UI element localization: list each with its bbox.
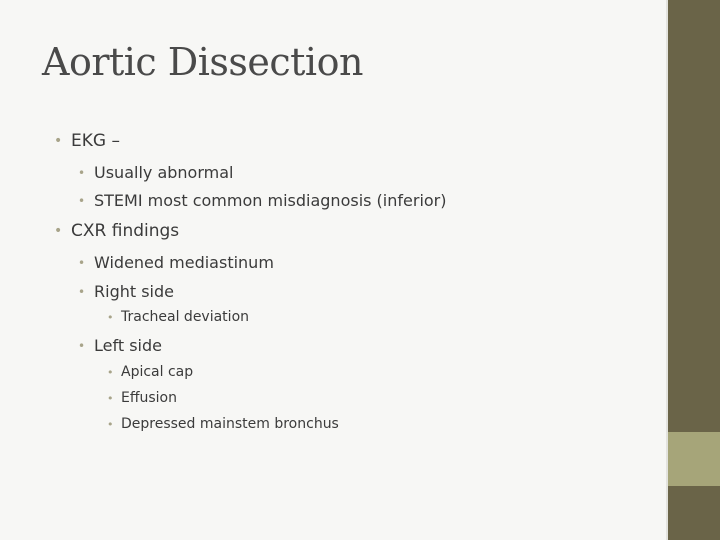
bullet-dot: • (78, 338, 86, 353)
bullet-dot: • (54, 133, 63, 149)
bullet-item (107, 390, 177, 406)
bullet-text: Tracheal deviation (121, 309, 250, 325)
bullet-item (107, 309, 249, 325)
bullet-text: Effusion (121, 390, 177, 406)
bullet-item (107, 416, 339, 432)
bullet-dot: • (107, 391, 114, 405)
bullet-dot: • (78, 255, 86, 270)
bullet-item (78, 336, 162, 355)
bullet-item (78, 163, 233, 182)
bullet-dot: • (78, 165, 86, 180)
bullet-item (54, 131, 120, 151)
bullet-text: Widened mediastinum (94, 253, 274, 272)
bullet-item (78, 191, 447, 210)
bullet-dot: • (107, 310, 114, 324)
bullet-item (78, 282, 174, 301)
bullet-item (54, 221, 179, 241)
bullet-text: STEMI most common misdiagnosis (inferior) (94, 191, 447, 210)
bullet-item (107, 364, 193, 380)
bullet-text: Right side (94, 282, 174, 301)
bullet-dot: • (54, 223, 63, 239)
bullet-dot: • (107, 417, 114, 431)
bullet-text: Usually abnormal (94, 163, 234, 182)
slide-title: Aortic Dissection (42, 40, 363, 84)
bullet-text: Left side (94, 336, 162, 355)
bullet-item (78, 253, 274, 272)
bullet-text: Depressed mainstem bronchus (121, 416, 339, 432)
bullet-text: Apical cap (121, 364, 194, 380)
bullet-text: CXR findings (71, 221, 180, 241)
bullet-text: EKG – (71, 131, 120, 151)
bullet-dot: • (78, 193, 86, 208)
decorative-side-accent (668, 432, 720, 486)
bullet-dot: • (78, 284, 86, 299)
bullet-dot: • (107, 365, 114, 379)
